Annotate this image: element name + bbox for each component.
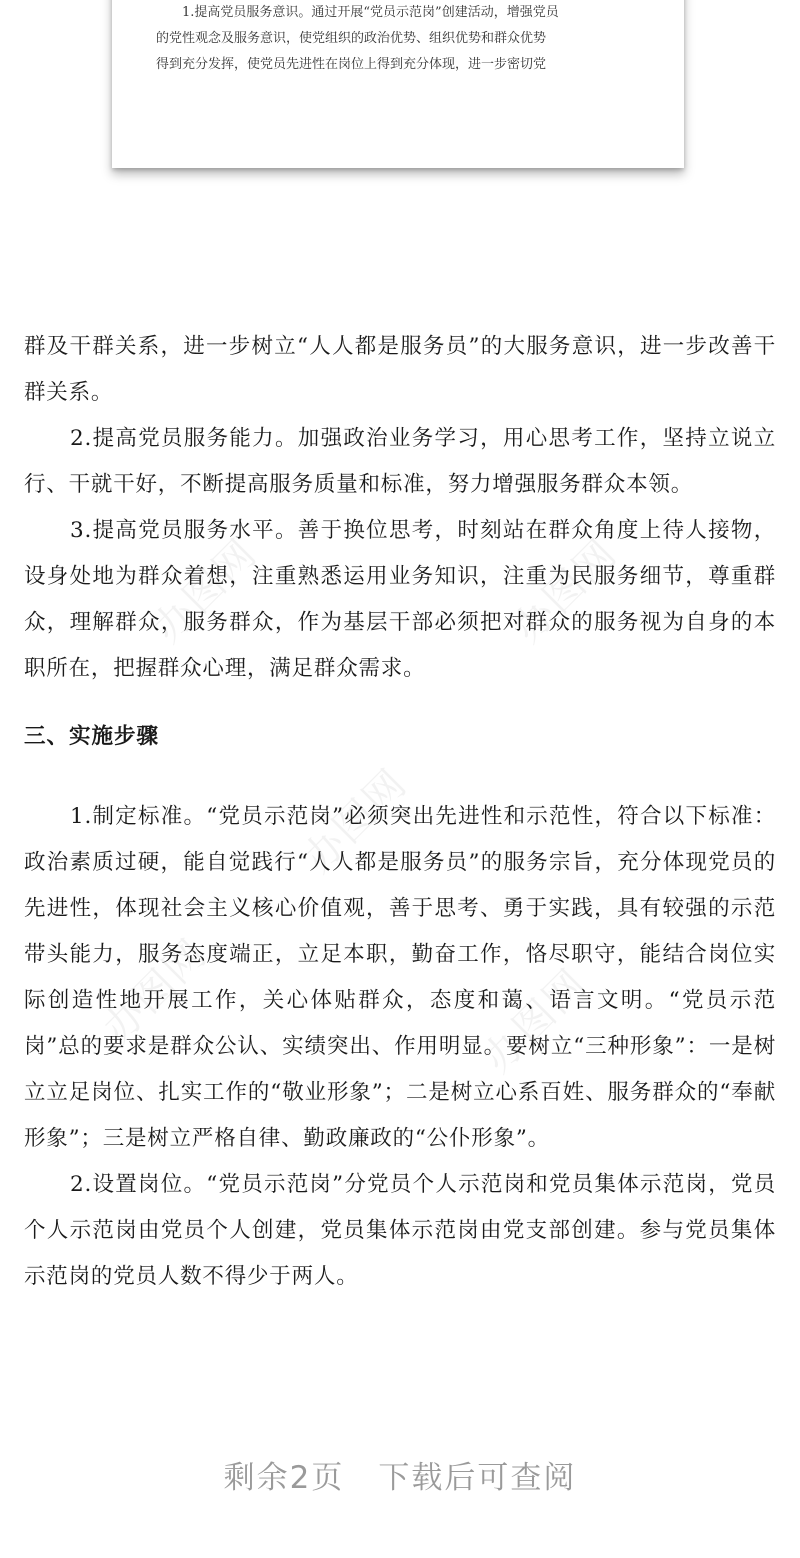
watermark: 办图网 bbox=[94, 930, 217, 1052]
preview-line: 得到充分发挥，使党员先进性在岗位上得到充分体现，进一步密切党 bbox=[156, 57, 547, 72]
paragraph: 群及干群关系，进一步树立“人人都是服务员”的大服务意识，进一步改善干群关系。 bbox=[24, 334, 776, 405]
preview-line: 的党性观念及服务意识，使党组织的政治优势、组织优势和群众优势 bbox=[156, 31, 547, 46]
document-body bbox=[24, 324, 776, 1300]
preview-text bbox=[156, 0, 644, 78]
paragraph: 2.提高党员服务能力。加强政治业务学习，用心思考工作，坚持立说立行、干就干好，不断提高服务质量和标准，努力增强服务群众本领。 bbox=[24, 426, 776, 497]
watermark: 办图网 bbox=[294, 760, 417, 882]
download-to-view-label[interactable]: 下载后可查阅 bbox=[378, 1460, 577, 1496]
spacer bbox=[24, 760, 776, 794]
preview-line: 1.提高党员服务意识。通过开展“党员示范岗”创建活动，增强党员 bbox=[182, 5, 559, 20]
section-heading: 三、实施步骤 bbox=[24, 724, 160, 749]
document-preview-card bbox=[112, 0, 684, 168]
paragraph: 3.提高党员服务水平。善于换位思考，时刻站在群众角度上待人接物，设身处地为群众着想，注重熟悉运用业务知识，注重为民服务细节，尊重群众，理解群众，服务群众，作为基层干部必须把对群众的服务视为自身的本职所在，把握群众心理，满足群众需求。 bbox=[24, 518, 776, 681]
watermark: 办图网 bbox=[504, 530, 627, 652]
paragraph: 1.制定标准。“党员示范岗”必须突出先进性和示范性，符合以下标准：政治素质过硬，能自觉践行“人人都是服务员”的服务宗旨，充分体现党员的先进性，体现社会主义核心价值观，善于思考、勇于实践，具有较强的示范带头能力，服务态度端正，立足本职，勤奋工作，恪尽职守，能结合岗位实际创造性地开展工作，关心体贴群众，态度和蔼、语言文明。“党员示范岗”总的要求是群众公认、实绩突出、作用明显。要树立“三种形象”：一是树立立足岗位、扎实工作的“敬业形象”；二是树立心系百姓、服务群众的“奉献形象”；三是树立严格自律、勤政廉政的“公仆形象”。 bbox=[24, 804, 776, 1151]
watermark: 办图网 bbox=[144, 530, 267, 652]
download-prompt[interactable] bbox=[0, 1452, 800, 1497]
remaining-pages-label[interactable]: 剩余2页 bbox=[223, 1460, 345, 1496]
paragraph: 2.设置岗位。“党员示范岗”分党员个人示范岗和党员集体示范岗，党员个人示范岗由党员个人创建，党员集体示范岗由党支部创建。参与党员集体示范岗的党员人数不得少于两人。 bbox=[24, 1172, 776, 1289]
watermark: 办图网 bbox=[474, 960, 597, 1082]
